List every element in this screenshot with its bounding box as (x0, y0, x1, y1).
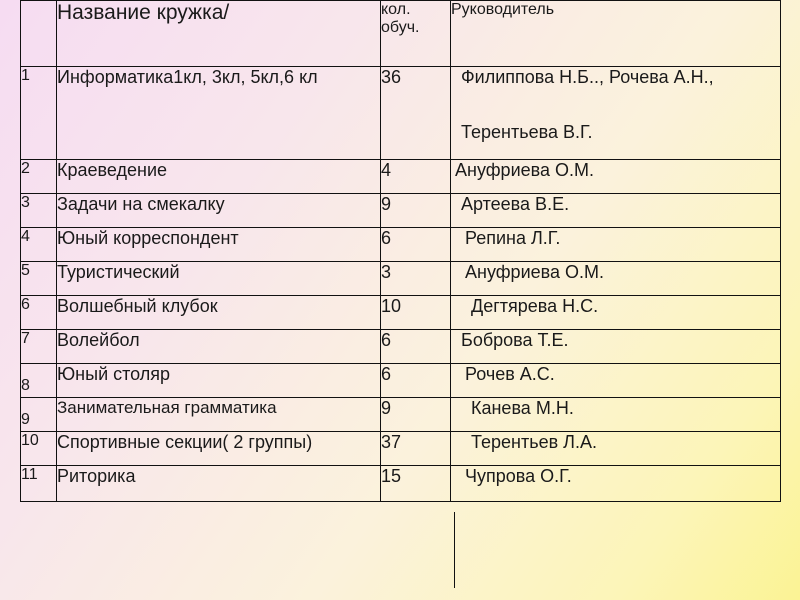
row-number: 9 (21, 398, 57, 432)
table-row (21, 262, 781, 296)
row-number: 4 (21, 228, 57, 262)
club-leader: Чупрова О.Г. (451, 466, 781, 502)
club-leader: Рочев А.С. (451, 364, 781, 398)
club-name: Юный корреспондент (57, 228, 381, 262)
club-name: Задачи на смекалку (57, 194, 381, 228)
student-count: 3 (381, 262, 451, 296)
table-row (21, 398, 781, 432)
club-name: Риторика (57, 466, 381, 502)
student-count: 9 (381, 194, 451, 228)
table-row (21, 296, 781, 330)
table-row (21, 432, 781, 466)
row-number: 11 (21, 466, 57, 502)
header-club-name: Название кружка/ (57, 1, 381, 67)
student-count: 9 (381, 398, 451, 432)
club-name: Спортивные секции( 2 группы) (57, 432, 381, 466)
row-number: 2 (21, 160, 57, 194)
leader-line2: Терентьева В.Г. (461, 121, 593, 142)
table-row (21, 228, 781, 262)
club-leader: Боброва Т.Е. (451, 330, 781, 364)
student-count: 37 (381, 432, 451, 466)
club-leader: Репина Л.Г. (451, 228, 781, 262)
header-student-count (381, 1, 451, 67)
club-name: Волшебный клубок (57, 296, 381, 330)
student-count: 6 (381, 364, 451, 398)
table-row (21, 330, 781, 364)
club-leader: Дегтярева Н.С. (451, 296, 781, 330)
student-count: 15 (381, 466, 451, 502)
table-row (21, 160, 781, 194)
row-number: 7 (21, 330, 57, 364)
row-number: 10 (21, 432, 57, 466)
club-name: Туристический (57, 262, 381, 296)
row-number: 3 (21, 194, 57, 228)
student-count: 36 (381, 67, 451, 160)
club-leader: Ануфриева О.М. (451, 262, 781, 296)
header-count-line2: обуч. (381, 19, 420, 37)
club-name: Информатика1кл, 3кл, 5кл,6 кл (57, 67, 381, 160)
club-leader: Канева М.Н. (451, 398, 781, 432)
club-leader: Артеева В.Е. (451, 194, 781, 228)
club-leader: Терентьев Л.А. (451, 432, 781, 466)
leader-line1: Филиппова Н.Б.., Рочева А.Н., (461, 67, 714, 87)
club-name: Краеведение (57, 160, 381, 194)
header-number (21, 1, 57, 67)
stray-vertical-line (454, 512, 455, 588)
table-header-row (21, 1, 781, 67)
header-leader: Руководитель (451, 1, 781, 67)
header-count-line1: кол. (381, 1, 411, 18)
club-name: Юный столяр (57, 364, 381, 398)
student-count: 6 (381, 330, 451, 364)
clubs-table (20, 0, 781, 502)
row-number: 1 (21, 67, 57, 160)
table-row (21, 466, 781, 502)
club-leader (451, 67, 781, 160)
student-count: 10 (381, 296, 451, 330)
student-count: 6 (381, 228, 451, 262)
row-number: 5 (21, 262, 57, 296)
table-row (21, 364, 781, 398)
row-number: 8 (21, 364, 57, 398)
row-number: 6 (21, 296, 57, 330)
table-row (21, 67, 781, 160)
club-name: Волейбол (57, 330, 381, 364)
table-row (21, 194, 781, 228)
student-count: 4 (381, 160, 451, 194)
club-leader: Ануфриева О.М. (451, 160, 781, 194)
club-name: Занимательная грамматика (57, 398, 381, 432)
